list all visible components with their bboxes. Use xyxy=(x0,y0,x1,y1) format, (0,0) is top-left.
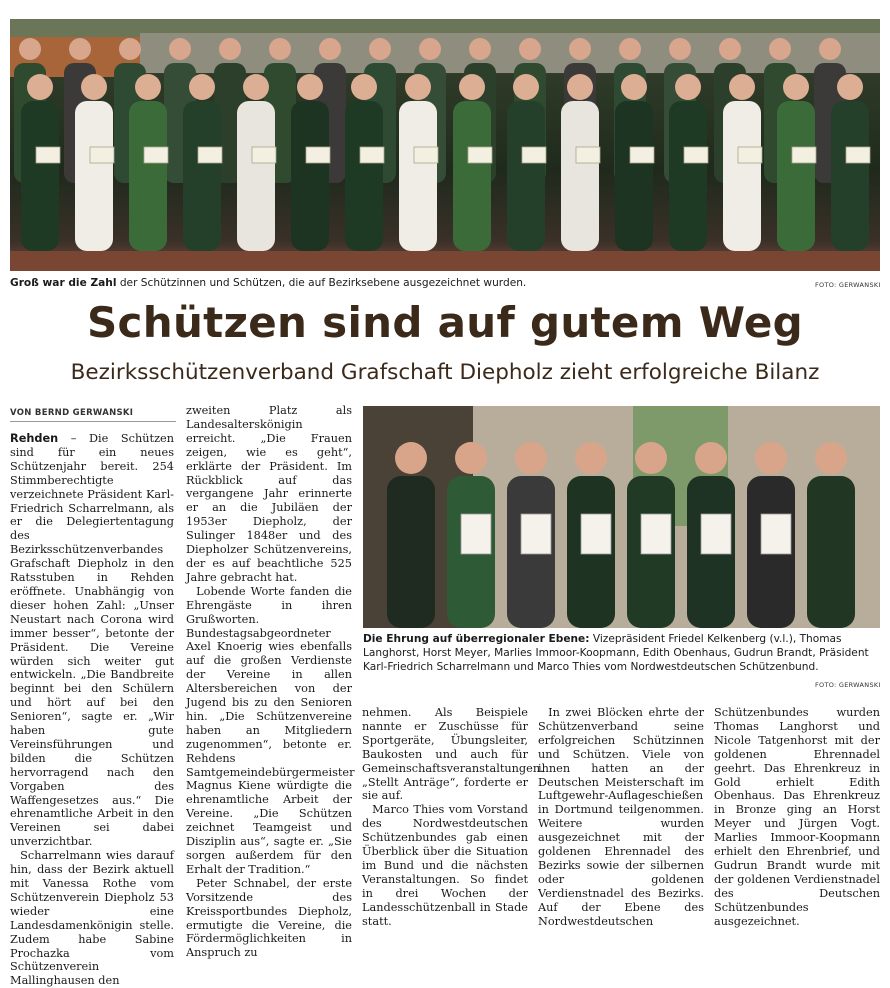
headline: Schützen sind auf gutem Weg xyxy=(87,298,803,347)
group-photo xyxy=(10,19,880,271)
paragraph: Schützenbundes wurden Thomas Langhorst und Nicole Tatgenhorst mit der goldenen Ehrennadel geehrt. Das Ehrenkreuz in Gold erhielt Edith Obenhaus. Das Ehrenkreuz in Bronze ging an Horst Meyer und Jürgen Vogt. Marlies Immoor-Koopmann erhielt den Ehrenbrief, und Gudrun Brandt wurde mit der goldenen Verdienstnadel des Deutschen Schützenbundes ausgezeichnet. xyxy=(714,706,880,928)
bottom-photo-caption: Die Ehrung auf überregionaler Ebene: Vizepräsident Friedel Kelkenberg (v.l.), Thomas Langhorst, Horst Meyer, Marlies Immoor-Koopmann, Edith Obenhaus, Gudrun Brandt, Präsident Karl-Friedrich Scharrelmann und Marco Thies vom Nordwestdeutschen Schützenbund. xyxy=(363,633,869,673)
top-photo-caption: Groß war die Zahl der Schützinnen und Schützen, die auf Bezirksebene ausgezeichnet wurden. xyxy=(10,277,527,289)
byline: VON BERND GERWANSKI xyxy=(10,408,176,422)
article-column-2 xyxy=(186,404,355,960)
paragraph: Marco Thies vom Vorstand des Nordwestdeutschen Schützenbundes gab einen Überblick über die Situation im Bund und die nächsten Veranstaltungen. So findet in drei Wochen der Landesschützenball in Stade statt. xyxy=(362,803,528,928)
article-column-1 xyxy=(10,432,174,988)
paragraph: Peter Schnabel, der erste Vorsitzende des Kreissportbundes Diepholz, ermutigte die Vereine, die Fördermöglichkeiten in Anspruch zu xyxy=(186,876,352,960)
paragraph: In zwei Blöcken ehrte der Schützenverband seine erfolgreichen Schützinnen und Schützen. Viele von ihnen hatten an der Deutschen Meisterschaft im Luftgewehr-Auflageschießen in Dortmund teilgenommen. Weitere wurden ausgezeichnet mit der goldenen Ehrennadel des Bezirks sowie der silbernen oder goldenen Verdienstnadel des Bezirks. Auf der Ebene des Nordwestdeutschen xyxy=(538,706,704,928)
article-column-3 xyxy=(362,706,544,929)
paragraph: nehmen. Als Beispiele nannte er Zuschüsse für Sportgeräte, Übungsleiter, Baukosten und auch für Gemeinschaftsveranstaltungen. „Stellt Anträge“, forderte er sie auf. xyxy=(362,706,544,803)
article-column-4 xyxy=(538,706,704,929)
award-photo-figures xyxy=(363,406,880,628)
top-photo-credit: FOTO: GERWANSKI xyxy=(815,281,881,289)
paragraph: zweiten Platz als Landesalterskönigin erreicht. „Die Frauen zeigen, wie es geht“, erklärte der Präsident. Im Rückblick auf das vergangene Jahr erinnerte er an die Jubiläen der 1953er Diepholz, der Sulinger 1848er und des Diepholzer Schützenvereins, der es auf beachtliche 525 Jahre gebracht hat. xyxy=(186,404,352,584)
group-photo-figures xyxy=(10,19,880,271)
bottom-photo-credit: FOTO: GERWANSKI xyxy=(815,681,881,689)
subheadline: Bezirksschützenverband Grafschaft Diepholz zieht erfolgreiche Bilanz xyxy=(70,360,820,385)
paragraph: Lobende Worte fanden die Ehrengäste in ihren Grußworten. Bundestagsabgeordneter Axel Knoerig wies ebenfalls auf die großen Verdienste der Vereine in allen Altersbereichen von der Jugend bis zu den Senioren hin. „Die Schützenvereine haben an Mitgliedern zugenommen“, betonte er. Rehdens Samtgemeindebürgermeister Magnus Kiene würdigte die ehrenamtliche Arbeit der Vereine. „Die Schützen zeichnet Teamgeist und Disziplin aus“, sagte er. „Sie sorgen außerdem für den Erhalt der Tradition.“ xyxy=(186,584,355,876)
article-column-5 xyxy=(714,706,880,929)
paragraph: Scharrelmann wies darauf hin, dass der Bezirk aktuell mit Vanessa Rothe vom Schützenverein Diepholz 53 wieder eine Landesdamenkönigin stelle. Zudem habe Sabine Prochazka vom Schützenverein Mallinghausen den xyxy=(10,849,174,988)
award-photo xyxy=(363,406,880,628)
paragraph: Rehden – Die Schützen sind für ein neues Schützenjahr bereit. 254 Stimmberechtigte verzeichnete Präsident Karl-Friedrich Scharrelmann, als er die Delegiertentagung des Bezirksschützenverbandes Grafschaft Diepholz in den Ratsstuben in Rehden eröffnete. Unabhängig von dieser hohen Zahl: „Unser Neustart nach Corona wird immer besser“, betonte der Präsident. Die Vereine würden sich weiter gut entwickeln. „Die Bandbreite beginnt bei den Schülern und hört auf bei den Senioren“, sagte er. „Wir haben gute Vereinsführungen und bilden die Schützen hervorragend nach den Vorgaben des Waffengesetzes aus.“ Die ehrenamtliche Arbeit in den Vereinen sei dabei unverzichtbar. xyxy=(10,432,174,849)
